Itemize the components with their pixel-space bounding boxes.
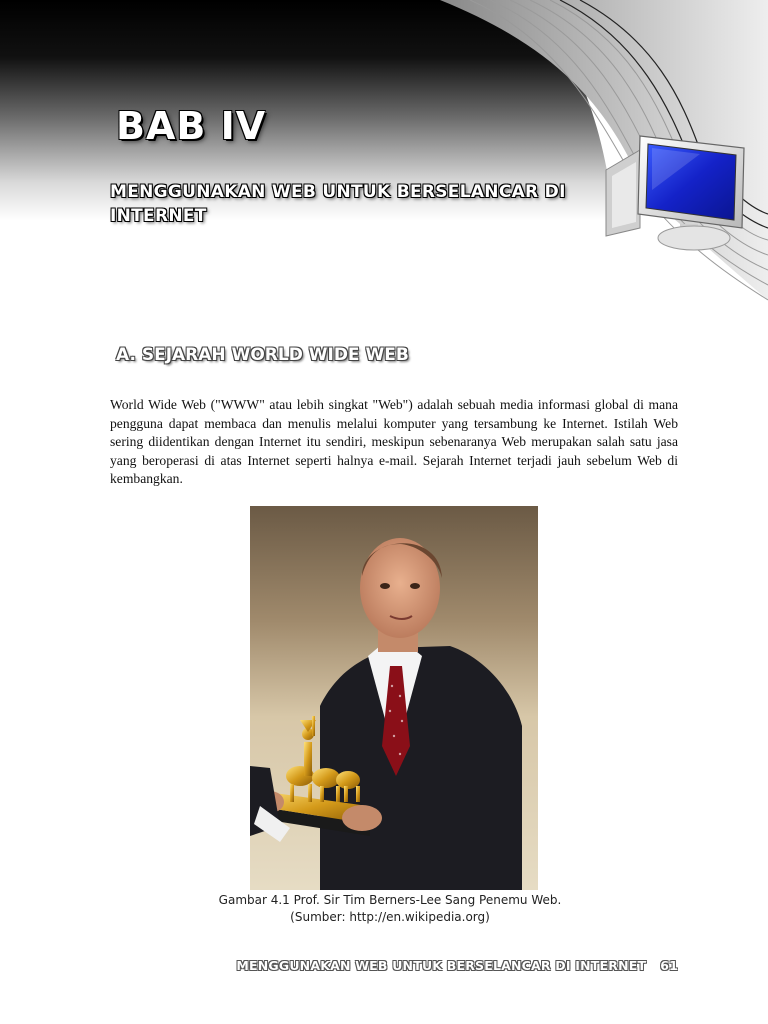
body-paragraph: World Wide Web ("WWW" atau lebih singkat "Web") adalah sebuah media informasi global di mana pengguna dapat membaca dan menulis melalui komputer yang tersambung ke Internet. Istilah Web sering diidentikan dengan Internet itu sendiri, meskipun sebenaranya Web merupakan salah satu jasa yang beroperasi di atas Internet seperti halnya e-mail. Sejarah Internet terjadi jauh sebelum Web di kembangkan.	[110, 397, 678, 486]
figure-photo	[250, 506, 538, 890]
chapter-title-line-1: MENGGUNAKAN WEB UNTUK BERSELANCAR DI	[110, 182, 566, 202]
page-footer	[236, 958, 678, 973]
chapter-title-line-2: INTERNET	[110, 206, 207, 226]
chapter-header-banner	[0, 0, 768, 310]
page-number: 61	[660, 958, 678, 973]
caption-source: (Sumber: http://en.wikipedia.org)	[290, 910, 490, 924]
running-title: MENGGUNAKAN WEB UNTUK BERSELANCAR DI INTERNET	[236, 958, 647, 973]
chapter-title	[110, 180, 610, 228]
portrait-illustration	[250, 506, 538, 890]
chapter-label: BAB IV	[116, 104, 267, 148]
figure-caption	[150, 892, 630, 926]
caption-title: Gambar 4.1 Prof. Sir Tim Berners-Lee Sang Penemu Web.	[218, 893, 562, 907]
header-background	[0, 0, 768, 310]
section-heading: A. SEJARAH WORLD WIDE WEB	[116, 345, 409, 365]
